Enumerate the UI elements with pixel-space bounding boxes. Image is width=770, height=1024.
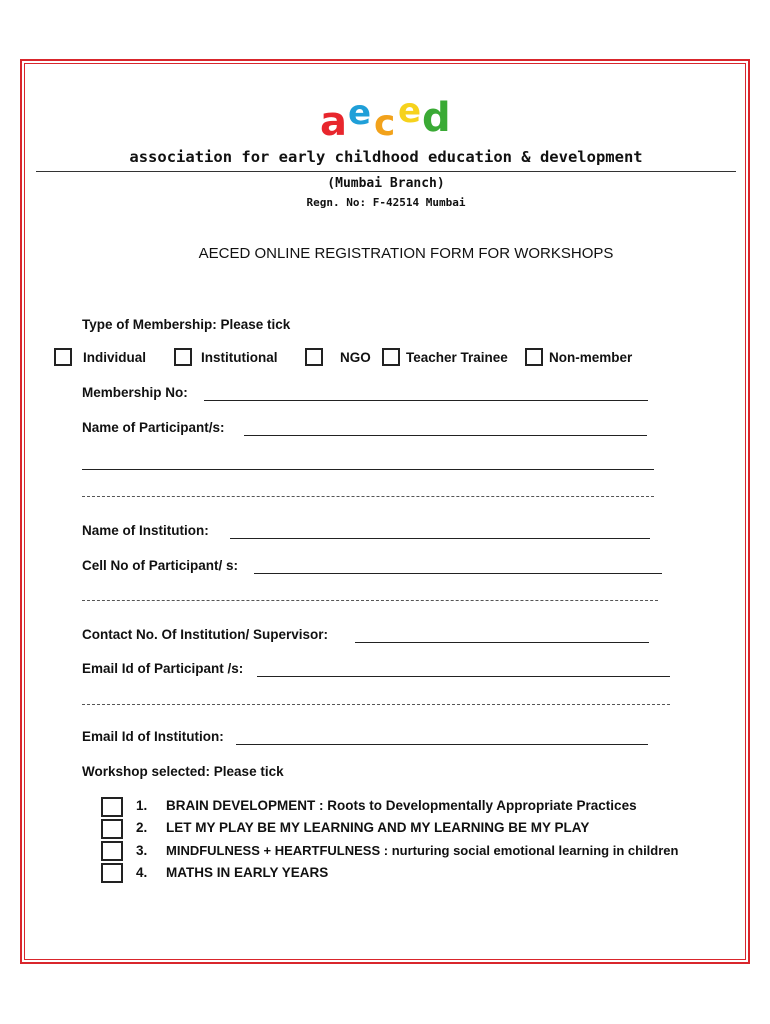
membership-no-field[interactable]	[204, 400, 648, 401]
workshop-number: 1.	[136, 798, 148, 813]
membership-no-label: Membership No:	[82, 385, 188, 400]
workshop-title: LET MY PLAY BE MY LEARNING AND MY LEARNING BE MY PLAY	[166, 820, 590, 835]
cell-no-field-line2[interactable]	[82, 600, 658, 601]
email-participant-field-line2[interactable]	[82, 704, 670, 705]
participant-name-label: Name of Participant/s:	[82, 420, 225, 435]
workshop-number: 4.	[136, 865, 148, 880]
cell-no-field[interactable]	[254, 573, 662, 574]
participant-name-field[interactable]	[244, 435, 647, 436]
organization-name: association for early childhood education & development	[129, 148, 643, 166]
email-institution-field[interactable]	[236, 744, 648, 745]
checkbox-workshop-2[interactable]	[101, 819, 123, 839]
option-ngo: NGO	[340, 350, 371, 365]
aeced-logo: a e c e d	[320, 91, 451, 145]
cell-no-label: Cell No of Participant/ s:	[82, 558, 239, 573]
header-rule	[36, 171, 736, 172]
workshop-title: MATHS IN EARLY YEARS	[166, 865, 329, 880]
email-participant-field[interactable]	[257, 676, 670, 677]
registration-number: Regn. No: F-42514 Mumbai	[306, 196, 466, 209]
workshop-title: BRAIN DEVELOPMENT : Roots to Developmentally Appropriate Practices	[166, 798, 637, 813]
checkbox-workshop-3[interactable]	[101, 841, 123, 861]
checkbox-ngo[interactable]	[305, 348, 323, 366]
contact-no-field[interactable]	[355, 642, 649, 643]
option-non-member: Non-member	[549, 350, 633, 365]
email-participant-label: Email Id of Participant /s:	[82, 661, 244, 676]
checkbox-workshop-1[interactable]	[101, 797, 123, 817]
form-title: AECED ONLINE REGISTRATION FORM FOR WORKSHOPS	[198, 245, 614, 262]
option-teacher-trainee: Teacher Trainee	[406, 350, 508, 365]
option-institutional: Institutional	[201, 350, 278, 365]
workshop-title: MINDFULNESS + HEARTFULNESS : nurturing social emotional learning in children	[166, 843, 679, 858]
contact-no-label: Contact No. Of Institution/ Supervisor:	[82, 627, 328, 642]
checkbox-non-member[interactable]	[525, 348, 543, 366]
participant-name-field-line2[interactable]	[82, 469, 654, 470]
option-individual: Individual	[83, 350, 147, 365]
participant-name-field-line3[interactable]	[82, 496, 654, 497]
workshop-number: 3.	[136, 843, 148, 858]
email-institution-label: Email Id of Institution:	[82, 729, 224, 744]
membership-prompt: Type of Membership: Please tick	[82, 317, 291, 332]
workshop-prompt: Workshop selected: Please tick	[82, 764, 284, 779]
institution-name-field[interactable]	[230, 538, 650, 539]
branch-name: (Mumbai Branch)	[327, 176, 445, 191]
checkbox-teacher-trainee[interactable]	[382, 348, 400, 366]
institution-name-label: Name of Institution:	[82, 523, 209, 538]
checkbox-workshop-4[interactable]	[101, 863, 123, 883]
checkbox-institutional[interactable]	[174, 348, 192, 366]
checkbox-individual[interactable]	[54, 348, 72, 366]
workshop-number: 2.	[136, 820, 148, 835]
